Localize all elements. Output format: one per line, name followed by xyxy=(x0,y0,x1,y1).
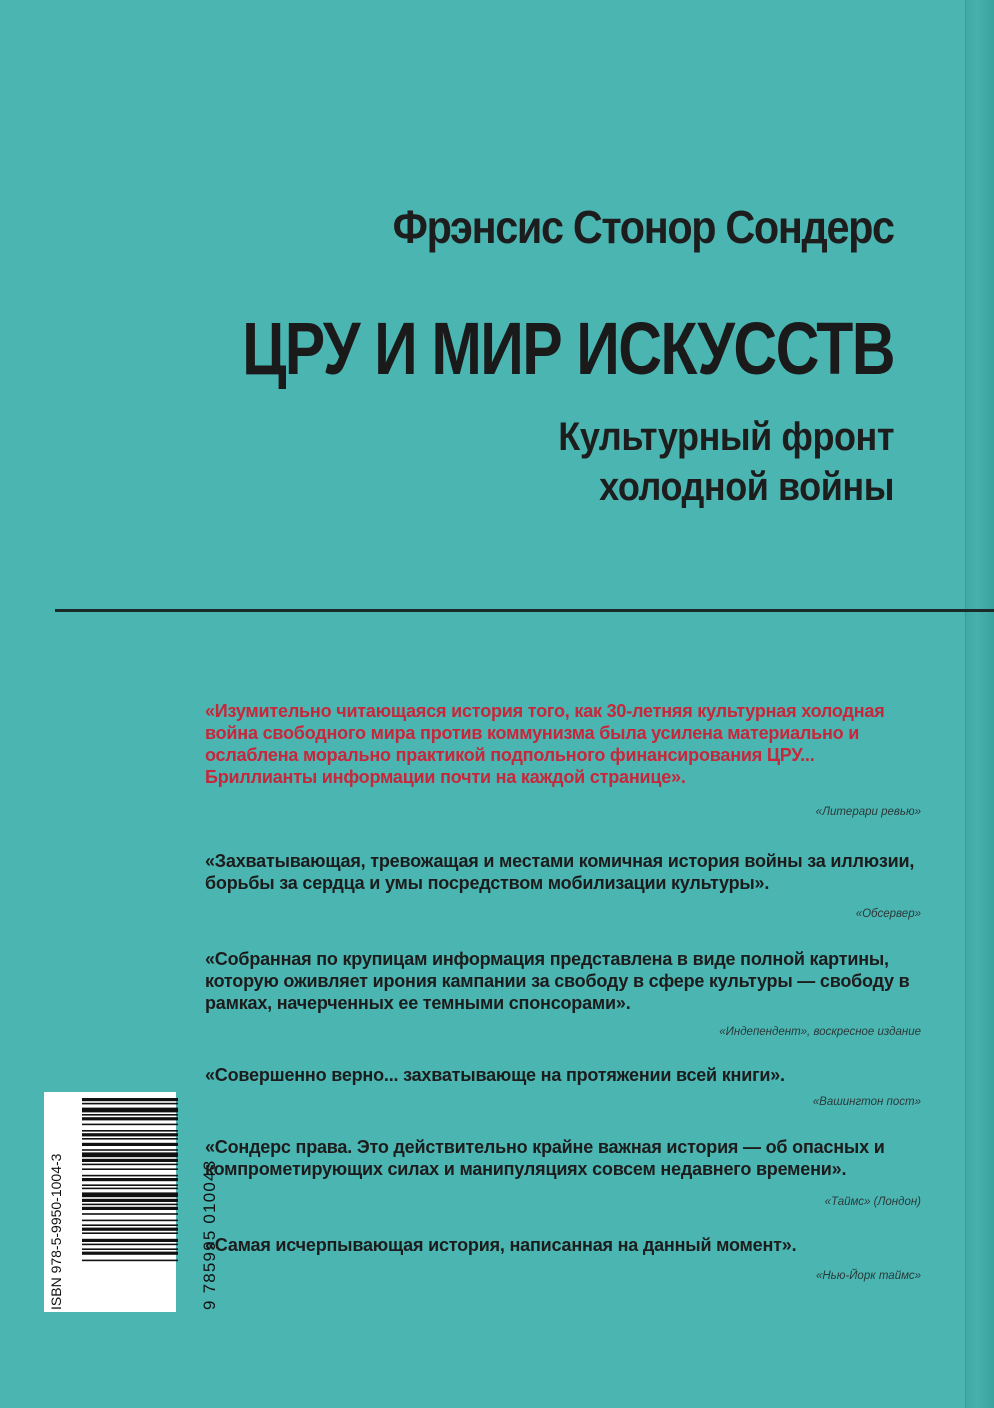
subtitle-line-2: холодной войны xyxy=(599,465,894,509)
barcode-bar xyxy=(82,1184,178,1186)
barcode-bar xyxy=(82,1192,178,1197)
barcode-bar xyxy=(82,1220,178,1222)
barcode-bar xyxy=(82,1143,178,1146)
cover-spine-edge xyxy=(965,0,994,1408)
barcode-bar xyxy=(82,1175,178,1177)
barcode-digits: 9 785995 010043 xyxy=(200,1159,219,1310)
barcode-bar xyxy=(82,1117,178,1120)
barcode-bar xyxy=(82,1204,178,1206)
barcode-bar xyxy=(82,1248,178,1250)
review-item xyxy=(205,850,925,920)
review-source: «Обсервер» xyxy=(855,908,921,920)
barcode-bar xyxy=(82,1224,178,1226)
subtitle-line-1: Культурный фронт xyxy=(558,415,894,459)
barcode-bar xyxy=(82,1164,178,1166)
barcode-bar xyxy=(82,1207,178,1210)
barcode-bar xyxy=(82,1108,178,1113)
barcode-bar xyxy=(82,1149,178,1151)
barcode-bar xyxy=(82,1138,178,1140)
barcode-bar xyxy=(82,1114,178,1116)
barcode-bar xyxy=(82,1133,178,1136)
review-item xyxy=(205,948,925,1038)
review-quote: «Сондерс права. Это действительно крайне важная история — об опасных и компрометирующих силах и манипуляциях совсем недавнего времени». xyxy=(205,1137,885,1179)
barcode-bar xyxy=(82,1098,178,1101)
barcode-bar xyxy=(82,1228,178,1231)
book-subtitle xyxy=(558,412,894,512)
barcode-bar xyxy=(82,1232,178,1234)
review-item xyxy=(205,700,925,818)
review-item xyxy=(205,1064,925,1108)
review-source: «Индепендент», воскресное издание xyxy=(719,1026,921,1038)
barcode-bar xyxy=(82,1244,178,1246)
review-source: «Таймс» (Лондон) xyxy=(824,1196,921,1208)
review-quote: «Захватывающая, тревожащая и местами комичная история войны за иллюзии, борьбы за сердца и умы посредством мобилизации культуры». xyxy=(205,851,915,893)
barcode-bar xyxy=(82,1188,178,1190)
review-source: «Вашингтон пост» xyxy=(812,1096,921,1108)
barcode-bar xyxy=(82,1152,178,1157)
isbn-number: ISBN 978-5-9950-1004-3 xyxy=(48,1153,64,1310)
barcode-bar xyxy=(82,1213,178,1215)
barcode-bar xyxy=(82,1252,178,1255)
isbn-barcode xyxy=(44,1092,219,1312)
review-item xyxy=(205,1234,925,1282)
review-item xyxy=(205,1136,925,1208)
review-quote: «Совершенно верно... захватывающе на протяжении всей книги». xyxy=(205,1065,785,1085)
review-quote: «Собранная по крупицам информация представлена в виде полной картины, которую оживляет ирония кампании за свободу в сфере культуры — свободу в рамках, начерченных ее темными спонсорами». xyxy=(205,949,910,1013)
barcode-bar xyxy=(82,1178,178,1181)
author-name: Фрэнсис Стонор Сондерс xyxy=(392,201,894,253)
review-source: «Нью-Йорк таймс» xyxy=(815,1270,921,1282)
barcode-bar xyxy=(82,1130,178,1132)
divider-line xyxy=(55,609,994,612)
review-quote: «Самая исчерпывающая история, написанная на данный момент». xyxy=(205,1235,797,1255)
barcode-bar xyxy=(82,1260,178,1262)
barcode-bars xyxy=(68,1096,180,1308)
reviews-block xyxy=(205,700,925,1282)
barcode-bar xyxy=(82,1159,178,1162)
barcode-bar xyxy=(82,1239,178,1242)
barcode-bar xyxy=(82,1103,178,1105)
barcode-bar xyxy=(82,1124,178,1126)
barcode-bar xyxy=(82,1168,178,1170)
barcode-bar xyxy=(82,1199,178,1202)
review-quote: «Изумительно читающаяся история того, как 30-летняя культурная холодная война свободного мира против коммунизма была усилена материально и ослаблена морально практикой подпольного финансирования ЦРУ... Бриллианты информации почти на каждой странице». xyxy=(205,701,885,787)
book-title: ЦРУ И МИР ИСКУССТВ xyxy=(242,307,894,390)
review-source: «Литерари ревью» xyxy=(815,806,921,818)
